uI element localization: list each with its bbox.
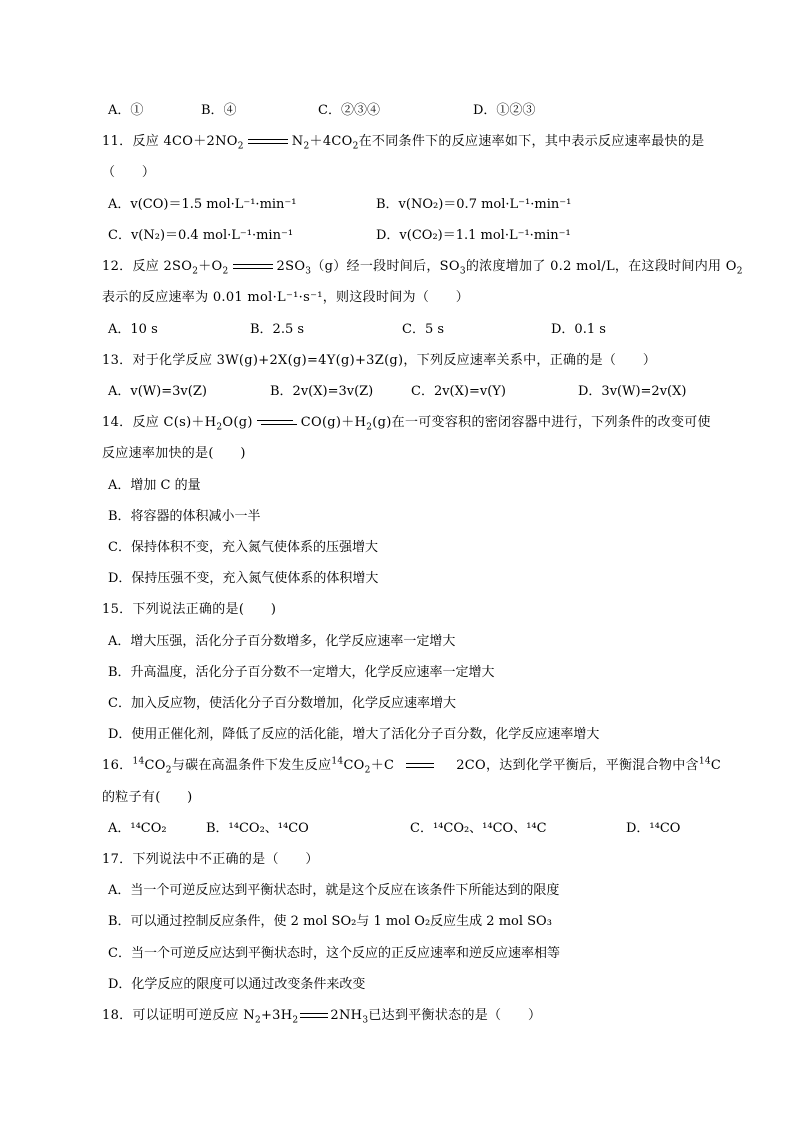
- q14-stem-text: CO(g)＋H: [300, 415, 367, 430]
- q11-stem-text: ＋4CO: [309, 134, 353, 149]
- q15-option-b: B．升高温度，活化分子百分数不一定增大，化学反应速率一定增大: [108, 665, 495, 680]
- equals-sign: [300, 1011, 328, 1021]
- equals-sign: [406, 761, 434, 771]
- sub: 2: [222, 266, 229, 277]
- q12-option-a: A．10 s: [108, 322, 158, 337]
- q17-option-d: D．化学反应的限度可以通过改变条件来改变: [108, 977, 366, 992]
- q16-stem-text: ＋C: [370, 758, 395, 773]
- sub: 2: [736, 266, 743, 277]
- q12-stem-line1: [102, 259, 743, 275]
- q10-option-b: B．④: [201, 103, 237, 118]
- sub: 2: [364, 765, 371, 776]
- q16-stem-text: 与碳在高温条件下发生反应: [171, 758, 332, 773]
- sub: 3: [305, 266, 312, 277]
- sup: 14: [331, 756, 344, 767]
- q12-stem-line2: 表示的反应速率为 0.01 mol·L⁻¹·s⁻¹，则这段时间为（ ）: [102, 290, 470, 305]
- sub: 2: [352, 141, 359, 152]
- sub: 2: [303, 141, 310, 152]
- q17-stem: 17．下列说法中不正确的是（ ）: [102, 852, 319, 867]
- sub: 2: [165, 765, 172, 776]
- sub: 3: [362, 1015, 369, 1026]
- q13-option-c: C．2v(X)=v(Y): [411, 384, 506, 399]
- q14-stem-text: (g)在一可变容积的密闭容器中进行，下列条件的改变可使: [372, 415, 711, 430]
- q12-stem-text: 的浓度增加了 0.2 mol/L，在这段时间内用 O: [465, 259, 737, 274]
- q10-option-a: A．①: [108, 103, 144, 118]
- sub: 3: [459, 266, 466, 277]
- q14-stem-line1: [102, 415, 711, 431]
- q12-option-d: D．0.1 s: [551, 322, 606, 337]
- q16-stem-text: 16．: [102, 758, 133, 773]
- q18-stem-text: 已达到平衡状态的是（ ）: [368, 1008, 542, 1023]
- q16-stem-text: 2CO，达到化学平衡后，平衡混合物中含: [456, 758, 699, 773]
- q11-option-b: B．v(NO₂)＝0.7 mol·L⁻¹·min⁻¹: [376, 197, 572, 212]
- q11-stem-text: N: [291, 134, 304, 149]
- q18-stem: [102, 1008, 541, 1024]
- q14-stem-text: O(g): [222, 415, 253, 430]
- q11-stem-text: 在不同条件下的反应速率如下，其中表示反应速率最快的是: [358, 134, 705, 149]
- q14-option-d: D．保持压强不变，充入氮气使体系的体积增大: [108, 571, 379, 586]
- q11-option-c: C．v(N₂)＝0.4 mol·L⁻¹·min⁻¹: [108, 228, 294, 243]
- q15-stem: 15．下列说法正确的是( ): [102, 602, 277, 617]
- q16-stem-text: CO: [144, 758, 166, 773]
- q15-option-d: D．使用正催化剂，降低了反应的活化能，增大了活化分子百分数，化学反应速率增大: [108, 727, 600, 742]
- q14-option-b: B．将容器的体积减小一半: [108, 509, 261, 524]
- q11-stem: [102, 134, 704, 150]
- sub: 2: [192, 266, 199, 277]
- q12-stem-text: 2SO: [276, 259, 306, 274]
- q16-option-b: B．¹⁴CO₂、¹⁴CO: [206, 821, 309, 836]
- q13-stem: 13．对于化学反应 3W(g)+2X(g)=4Y(g)+3Z(g)，下列反应速率关系中，正确的是（ ）: [102, 353, 657, 368]
- q14-stem-text: 14．反应 C(s)＋H: [102, 415, 217, 430]
- q16-option-c: C．¹⁴CO₂、¹⁴CO、¹⁴C: [410, 821, 547, 836]
- q12-stem-text: （g）经一段时间后，SO: [311, 259, 460, 274]
- q11-option-d: D．v(CO₂)＝1.1 mol·L⁻¹·min⁻¹: [376, 228, 571, 243]
- q14-option-c: C．保持体积不变，充入氮气使体系的压强增大: [108, 540, 378, 555]
- sub: 2: [366, 422, 373, 433]
- sub: 2: [216, 422, 223, 433]
- equals-sign: [233, 262, 273, 272]
- sub: 2: [292, 1015, 299, 1026]
- q17-option-a: A．当一个可逆反应达到平衡状态时，就是这个反应在该条件下所能达到的限度: [108, 883, 560, 898]
- q16-option-a: A．¹⁴CO₂: [108, 821, 167, 836]
- sub: 2: [254, 1015, 261, 1026]
- q16-stem-text: CO: [343, 758, 365, 773]
- q16-stem-line1: [102, 758, 721, 774]
- q18-stem-text: +3H: [260, 1008, 293, 1023]
- q11-stem-text: 11．反应 4CO＋2NO: [102, 134, 238, 149]
- q14-stem-line2: 反应速率加快的是( ): [102, 446, 246, 461]
- q11-answer-paren: （ ）: [102, 165, 156, 180]
- q12-option-b: B．2.5 s: [250, 322, 305, 337]
- q18-stem-text: 18．可以证明可逆反应 N: [102, 1008, 255, 1023]
- q17-option-c: C．当一个可逆反应达到平衡状态时，这个反应的正反应速率和逆反应速率相等: [108, 946, 560, 961]
- equals-sign: [248, 137, 288, 147]
- q17-option-b: B．可以通过控制反应条件，使 2 mol SO₂与 1 mol O₂反应生成 2 mol SO₃: [108, 914, 552, 929]
- q12-stem-text: ＋O: [198, 259, 223, 274]
- sup: 14: [698, 756, 711, 767]
- q13-option-b: B．2v(X)=3v(Z): [270, 384, 374, 399]
- q15-option-c: C．加入反应物，使活化分子百分数增加，化学反应速率增大: [108, 696, 456, 711]
- q11-option-a: A．v(CO)＝1.5 mol·L⁻¹·min⁻¹: [108, 197, 297, 212]
- q16-stem-line2: 的粒子有( ): [102, 790, 193, 805]
- q18-stem-text: 2NH: [330, 1008, 363, 1023]
- q12-option-c: C．5 s: [402, 322, 445, 337]
- q16-stem-text: C: [710, 758, 722, 773]
- q15-option-a: A．增大压强，活化分子百分数增多，化学反应速率一定增大: [108, 634, 456, 649]
- q10-option-d: D．①②③: [473, 103, 536, 118]
- q13-option-d: D．3v(W)=2v(X): [578, 384, 687, 399]
- reversible-arrow: [257, 418, 297, 428]
- sub: 2: [237, 141, 244, 152]
- q16-option-d: D．¹⁴CO: [626, 821, 681, 836]
- q12-stem-text: 12．反应 2SO: [102, 259, 193, 274]
- sup: 14: [132, 756, 145, 767]
- q13-option-a: A．v(W)=3v(Z): [108, 384, 207, 399]
- q14-option-a: A．增加 C 的量: [108, 478, 201, 493]
- q10-option-c: C．②③④: [318, 103, 380, 118]
